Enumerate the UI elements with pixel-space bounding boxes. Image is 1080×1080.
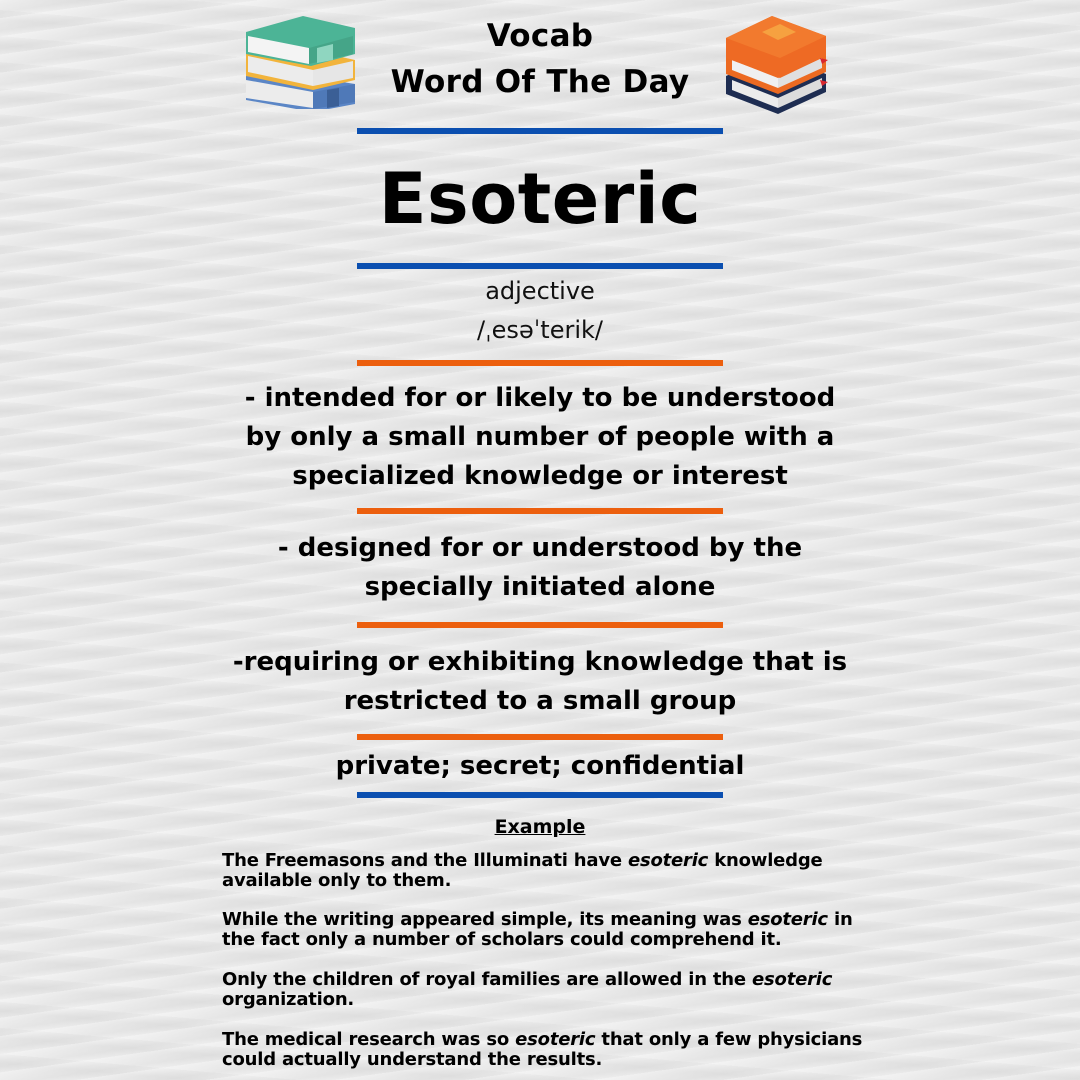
divider-blue-bottom [357,792,723,798]
example-text: Only the children of royal families are allowed in the [222,969,752,990]
example-emphasis: esoteric [752,969,833,990]
example-2 [222,910,872,950]
example-text: The Freemasons and the Illuminati have [222,850,628,871]
divider-orange-4 [357,734,723,740]
word-title: Esoteric [378,158,702,240]
divider-blue-top [357,128,723,134]
example-emphasis: esoteric [515,1029,596,1050]
example-emphasis: esoteric [627,850,709,871]
divider-orange-1 [357,360,723,366]
synonyms: private; secret; confidential [335,751,745,781]
example-heading: Example [494,816,586,838]
divider-orange-2 [357,508,723,514]
header-word-of-the-day: Word Of The Day [390,64,690,100]
example-3 [222,970,872,1010]
definition-2-line: - designed for or understood by the [277,533,803,563]
part-of-speech: adjective [485,277,595,305]
example-text: knowledge available only to them. [222,850,823,891]
example-text: organization. [222,989,355,1010]
definition-3-line: restricted to a small group [343,686,737,716]
definition-2 [0,529,1080,607]
example-text: that only a few physicians could actually understand the results. [222,1029,863,1070]
definition-1 [0,379,1080,496]
definition-1-line: specialized knowledge or interest [292,461,788,491]
example-1 [222,851,872,891]
definition-3-line: -requiring or exhibiting knowledge that is [232,647,848,677]
example-4 [222,1030,872,1070]
divider-blue-word [357,263,723,269]
example-emphasis: esoteric [747,909,828,930]
header-vocab: Vocab [486,18,594,54]
definition-2-line: specially initiated alone [364,572,716,602]
divider-orange-3 [357,622,723,628]
definition-1-line: by only a small number of people with a [245,422,835,452]
example-text: While the writing appeared simple, its meaning was [222,909,748,930]
pronunciation: /ˌesəˈterik/ [476,316,603,344]
definition-1-line: - intended for or likely to be understood [244,383,836,413]
example-text: in the fact only a number of scholars could comprehend it. [222,909,853,950]
books-stack-icon-right [722,12,832,117]
example-text: The medical research was so [222,1029,516,1050]
definition-3 [0,643,1080,721]
